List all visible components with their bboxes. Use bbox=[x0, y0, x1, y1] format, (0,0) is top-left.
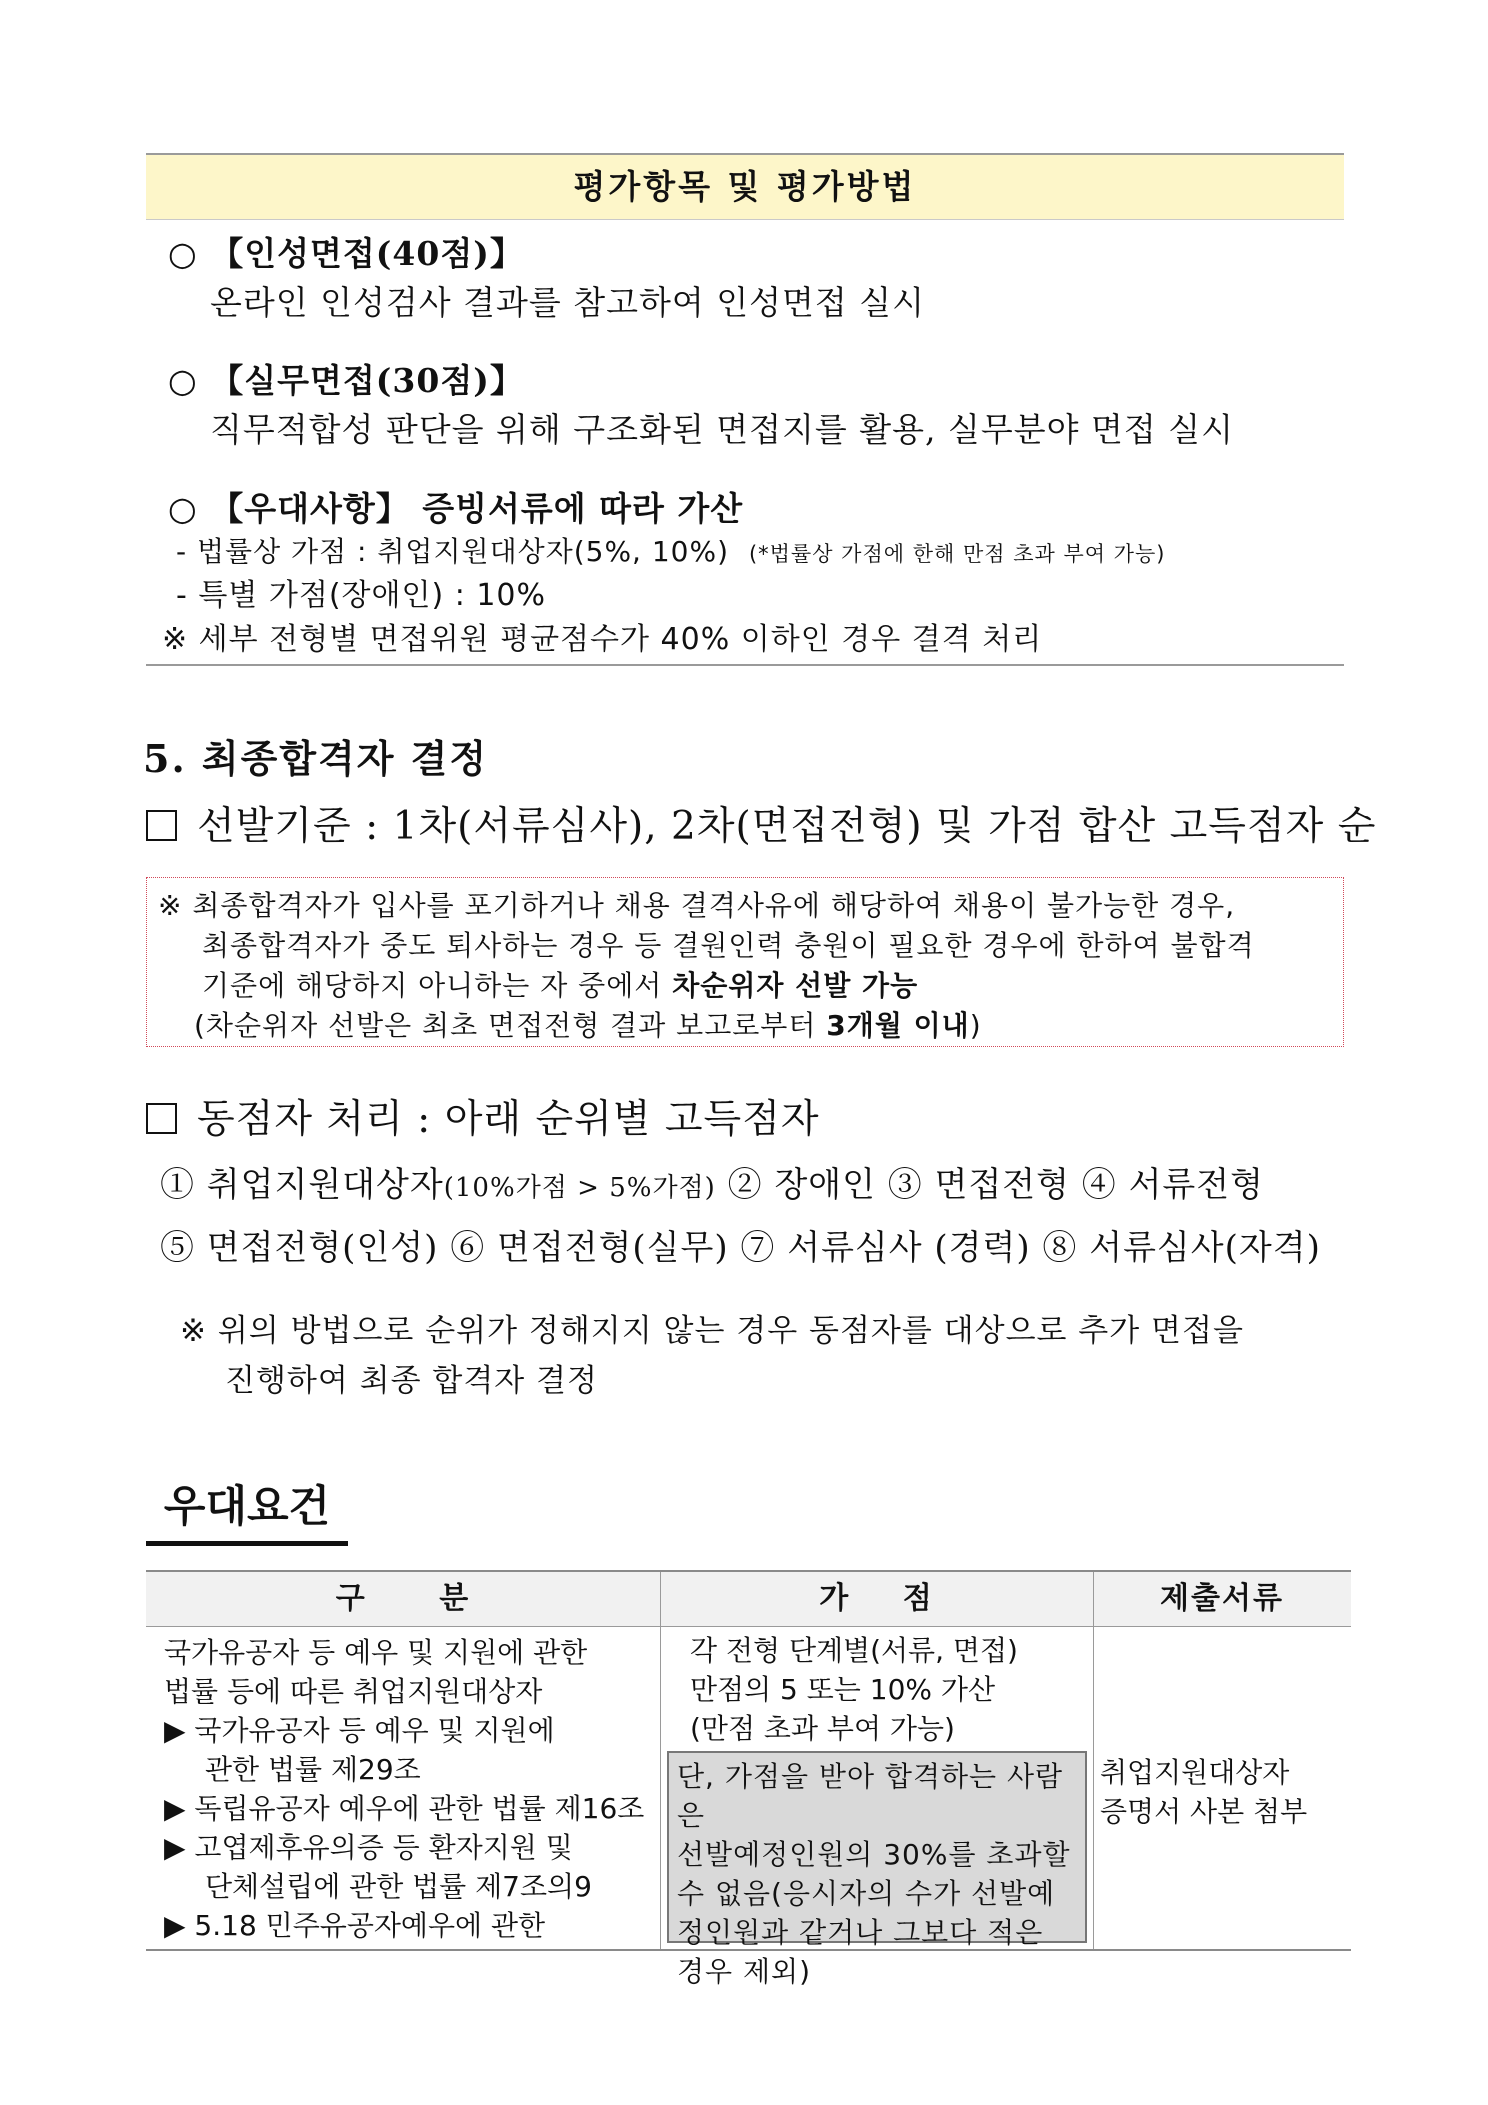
tie-rank-1-detail: (10%가점 > 5%가점) bbox=[443, 1173, 716, 1203]
checkbox-icon bbox=[146, 810, 177, 841]
points-limit-line-5: 경우 제외) bbox=[677, 1955, 812, 1988]
preference-title: ○ 【우대사항】 증빙서류에 따라 가산 bbox=[168, 489, 744, 528]
note-line-4-close: ) bbox=[969, 1009, 982, 1042]
points-line-1: 각 전형 단계별(서류, 면접) bbox=[690, 1634, 1018, 1667]
documents-line-1: 취업지원대상자 bbox=[1100, 1756, 1290, 1789]
note-line-3-emph: 차순위자 선발 가능 bbox=[672, 969, 919, 1002]
personality-interview-desc: 온라인 인성검사 결과를 참고하여 인성면접 실시 bbox=[210, 283, 926, 322]
preference-item-legal bbox=[176, 530, 1165, 570]
table-header-points: 가 점 bbox=[819, 1581, 934, 1616]
table-divider bbox=[660, 1572, 661, 1949]
note-line-4-text: (차순위자 선발은 최초 면접전형 결과 보고로부터 bbox=[194, 1009, 827, 1042]
tie-break-row-1 bbox=[160, 1157, 1264, 1206]
practical-interview-desc: 직무적합성 판단을 위해 구조화된 면접지를 활용, 실무분야 면접 실시 bbox=[210, 410, 1234, 449]
eval-header: 평가항목 및 평가방법 bbox=[146, 153, 1344, 220]
category-line-7: 단체설립에 관한 법률 제7조의9 bbox=[205, 1870, 592, 1903]
points-limit-box bbox=[667, 1751, 1087, 1988]
note-line-4-emph: 3개월 이내 bbox=[826, 1009, 970, 1042]
points-line-2: 만점의 5 또는 10% 가산 bbox=[690, 1673, 995, 1706]
note-line-3 bbox=[202, 964, 918, 1004]
category-line-6: ▶ 고엽제후유의증 등 환자지원 및 bbox=[164, 1831, 573, 1864]
category-line-8: ▶ 5.18 민주유공자예우에 관한 bbox=[164, 1909, 546, 1942]
preference-item-special: - 특별 가점(장애인) : 10% bbox=[176, 578, 547, 613]
table-divider bbox=[1093, 1572, 1094, 1949]
category-line-5: ▶ 독립유공자 예우에 관한 법률 제16조 bbox=[164, 1792, 645, 1825]
table-header-documents: 제출서류 bbox=[1160, 1581, 1284, 1616]
note-line-2: 최종합격자가 중도 퇴사하는 경우 등 결원인력 충원이 필요한 경우에 한하여 불합격 bbox=[202, 929, 1255, 962]
tie-break-row-2: ⑤ 면접전형(인성) ⑥ 면접전형(실무) ⑦ 서류심사 (경력) ⑧ 서류심사(자격) bbox=[160, 1228, 1321, 1268]
tie-break-title-text: 동점자 처리 : 아래 순위별 고득점자 bbox=[197, 1097, 820, 1142]
selection-criteria bbox=[146, 795, 1376, 851]
tie-rank-2-4: ② 장애인 ③ 면접전형 ④ 서류전형 bbox=[727, 1165, 1264, 1205]
preference-item-legal-text: - 법률상 가점 : 취업지원대상자(5%, 10%) bbox=[176, 535, 730, 568]
points-limit-line-4: 정인원과 같거나 그보다 적은 bbox=[677, 1916, 1044, 1949]
points-limit-line-2: 선발예정인원의 30%를 초과할 bbox=[677, 1838, 1071, 1871]
points-limit-line-3: 수 없음(응시자의 수가 선발예 bbox=[677, 1877, 1056, 1910]
note-line-1: ※ 최종합격자가 입사를 포기하거나 채용 결격사유에 해당하여 채용이 불가능한 경우, bbox=[158, 889, 1236, 922]
note-line-3-text: 기준에 해당하지 아니하는 자 중에서 bbox=[202, 969, 673, 1002]
disqualify-note: ※ 세부 전형별 면접위원 평균점수가 40% 이하인 경우 결격 처리 bbox=[162, 622, 1043, 657]
category-line-1: 국가유공자 등 예우 및 지원에 관한 bbox=[164, 1636, 588, 1669]
category-line-2: 법률 등에 따른 취업지원대상자 bbox=[164, 1675, 543, 1708]
final-section-title: 5. 최종합격자 결정 bbox=[143, 736, 489, 781]
preference-item-legal-note: (*법률상 가점에 한해 만점 초과 부여 가능) bbox=[748, 542, 1166, 566]
eval-bottom-line bbox=[146, 664, 1344, 666]
category-line-3: ▶ 국가유공자 등 예우 및 지원에 bbox=[164, 1714, 555, 1747]
tie-note-line-1: ※ 위의 방법으로 순위가 정해지지 않는 경우 동점자를 대상으로 추가 면접을 bbox=[180, 1313, 1244, 1349]
checkbox-icon bbox=[146, 1103, 177, 1134]
tie-rank-1: ① 취업지원대상자 bbox=[160, 1165, 444, 1205]
selection-criteria-text: 선발기준 : 1차(서류심사), 2차(면접전형) 및 가점 합산 고득점자 순 bbox=[197, 804, 1377, 849]
tie-break-title bbox=[146, 1088, 820, 1144]
tie-note-line-2: 진행하여 최종 합격자 결정 bbox=[225, 1363, 598, 1399]
practical-interview-title: ○ 【실무면접(30점)】 bbox=[168, 361, 524, 400]
table-header-category: 구 분 bbox=[335, 1581, 471, 1616]
personality-interview-title: ○ 【인성면접(40점)】 bbox=[168, 234, 524, 273]
points-line-3: (만점 초과 부여 가능) bbox=[690, 1712, 955, 1745]
note-line-4 bbox=[194, 1004, 982, 1044]
preference-section-title: 우대요건 bbox=[146, 1477, 348, 1546]
documents-line-2: 증명서 사본 첨부 bbox=[1100, 1795, 1308, 1828]
category-line-4: 관한 법률 제29조 bbox=[205, 1753, 421, 1786]
points-limit-line-1: 단, 가점을 받아 합격하는 사람은 bbox=[677, 1760, 1064, 1832]
